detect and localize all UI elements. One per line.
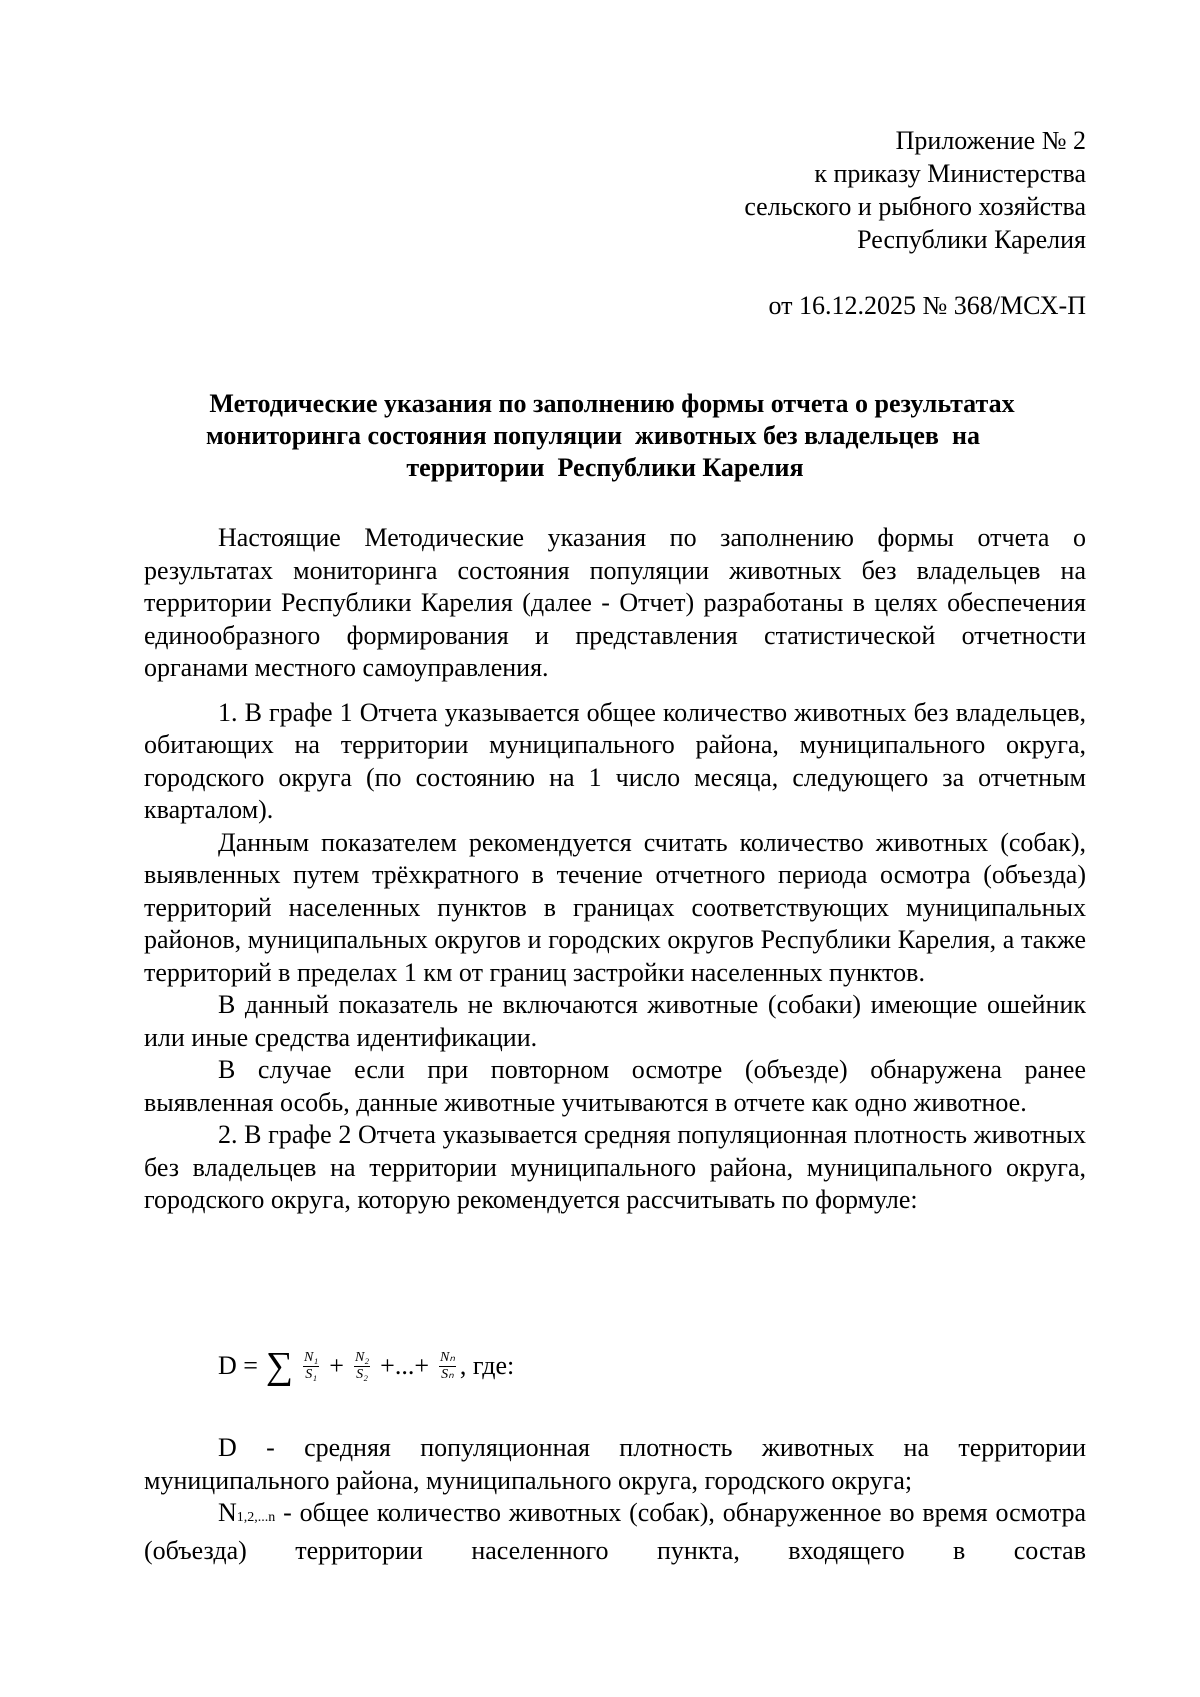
plus-sign: +: [329, 1351, 344, 1380]
numerator: N₂: [354, 1349, 370, 1365]
paragraph: Данным показателем рекомендуется считать количество животных (собак), выявленных путем трёхкратного в течение отчетного периода осмотра (объезда) территорий населенных пунктов в границах соответствующих муниципальных районов, муниципальных округов и городских округов Республики Карелия, а также территорий в пределах 1 км от границ застройки населенных пунктов.: [144, 827, 1086, 987]
fraction: [354, 1350, 370, 1383]
n-symbol: N: [218, 1498, 237, 1527]
denominator: Sₙ: [441, 1366, 454, 1382]
title-line: Методические указания по заполнению формы отчета о результатах: [209, 389, 1015, 418]
paragraph: Настоящие Методические указания по заполнению формы отчета о результатах мониторинга состояния популяции животных без владельцев на территории Республики Карелия (далее - Отчет) разработаны в целях обеспечения единообразного формирования и представления статистической отчетности органами местного самоуправления.: [144, 523, 1086, 682]
header-line: Республики Карелия: [857, 225, 1086, 254]
title-line: мониторинга состояния популяции животных без владельцев на: [206, 421, 980, 450]
document-title: [0, 388, 1200, 484]
n-definition-text: - общее количество животных (собак), обнаруженное во время осмотра (объезда) территории населенного пункта, входящего в состав: [144, 1498, 1086, 1565]
ellipsis-sum: +...+: [380, 1351, 429, 1380]
definition-n: [144, 1497, 1086, 1567]
document-body: [144, 522, 1086, 1217]
formula-lhs: D =: [218, 1351, 258, 1380]
definition-d: D - средняя популяционная плотность животных на территории муниципального района, муниципального округа, городского округа;: [144, 1433, 1086, 1495]
formula-tail: , где:: [459, 1351, 515, 1380]
title-line: территории Республики Карелия: [406, 453, 804, 482]
numerator: N₁: [304, 1349, 319, 1365]
density-formula: [218, 1336, 514, 1396]
paragraph: В данный показатель не включаются животные (собаки) имеющие ошейник или иные средства идентификации.: [144, 990, 1086, 1052]
paragraph: 2. В графе 2 Отчета указывается средняя популяционная плотность животных без владельцев на территории муниципального района, муниципального округа, городского округа, которую рекомендуется рассчитывать по формуле:: [144, 1120, 1086, 1214]
fraction: [439, 1350, 456, 1383]
header-line: Приложение № 2: [895, 126, 1086, 155]
definitions: [144, 1432, 1086, 1567]
paragraph: 1. В графе 1 Отчета указывается общее количество животных без владельцев, обитающих на территории муниципального района, муниципального округа, городского округа (по состоянию на 1 число месяца, следующего за отчетным кварталом).: [144, 697, 1086, 824]
appendix-header: [744, 124, 1086, 322]
header-line: сельского и рыбного хозяйства: [744, 192, 1086, 221]
numerator: Nₙ: [439, 1349, 455, 1365]
header-line: к приказу Министерства: [814, 159, 1086, 188]
fraction: [303, 1350, 319, 1383]
sigma-symbol: ∑: [265, 1345, 294, 1387]
n-subscript: 1,2,...n: [236, 1510, 276, 1525]
denominator: S₁: [305, 1366, 318, 1382]
order-date-line: от 16.12.2025 № 368/МСХ-П: [768, 291, 1086, 320]
paragraph: В случае если при повторном осмотре (объезде) обнаружена ранее выявленная особь, данные животные учитываются в отчете как одно животное.: [144, 1055, 1086, 1117]
denominator: S₂: [356, 1366, 368, 1382]
